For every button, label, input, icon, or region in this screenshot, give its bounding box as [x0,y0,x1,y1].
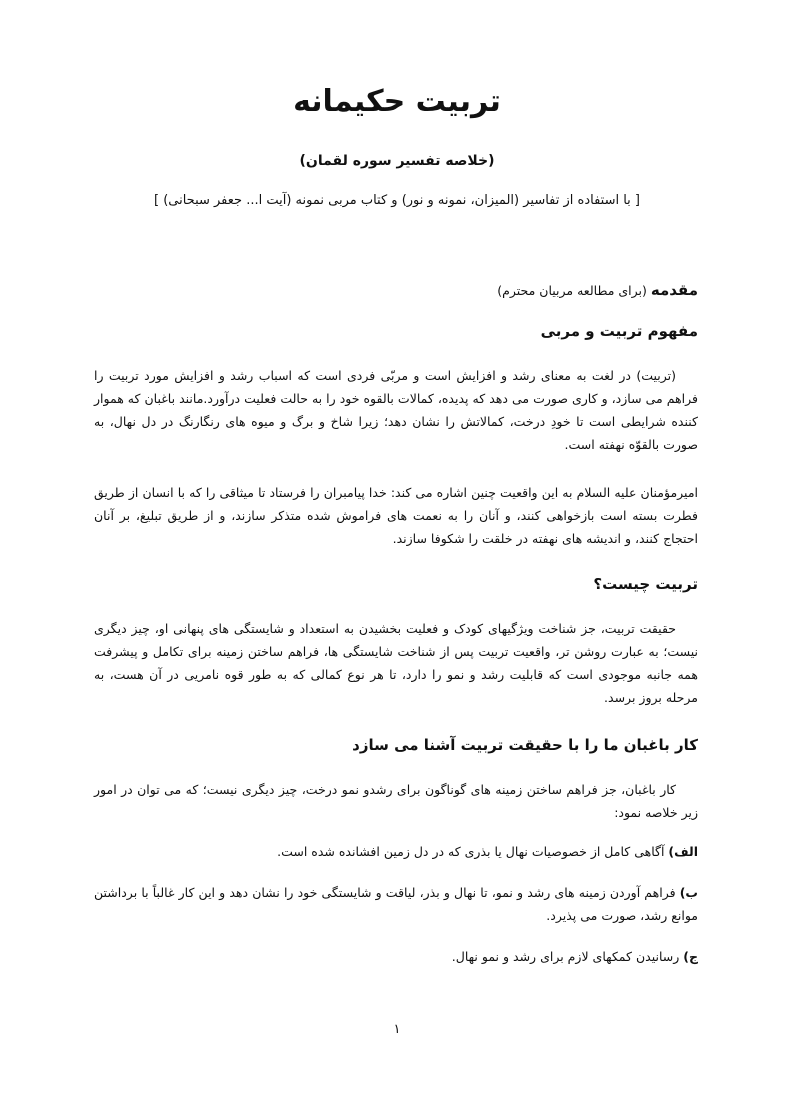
list-item-label: ب) [679,885,698,900]
list-item-label: ج) [683,949,698,964]
intro-line [497,281,698,299]
list-item [94,840,698,863]
page-subtitle: (خلاصه تفسیر سوره لقمان) [299,153,495,169]
section-heading-gardener: کار باغبان ما را با حقیقت تربیت آشنا می سازد [352,736,698,754]
paragraph-concept-2: امیرمؤمنان علیه السلام به این واقعیت چنین اشاره می کند: خدا پیامبران را فرستاد تا میثاقی را که با انسان از طریق فطرت بسته است بازخواهی کنند، و آنان را به نعمت های فراموش شده متذکر سازند، و از طریق تبلیغ، بر آنان احتجاج کنند، و اندیشه های نهفته در خلقت را شکوفا سازند. [94,485,698,546]
list-item-text: فراهم آوردن زمینه های رشد و نمو، تا نهال و بذر، لیاقت و شایستگی خود را نشان دهد و این کار غالباً با برداشتن موانع رشد، صورت می پذیرد. [94,885,698,923]
source-note: [ با استفاده از تفاسیر (المیزان، نمونه و نور) و کتاب مربی نمونه (آیت ا... جعفر سبحانی) ] [153,193,641,208]
paragraph-gardener-1: کار باغبان، جز فراهم ساختن زمینه های گوناگون برای رشدو نمو درخت، چیز دیگری نیست؛ که می توان در امور زیر خلاصه نمود: [94,782,698,820]
list-item-label: الف) [668,844,698,859]
list-item [94,945,698,968]
list-item [94,881,698,927]
section-heading-concept: مفهوم تربیت و مربی [540,322,698,340]
list-item-text: رسانیدن کمکهای لازم برای رشد و نمو نهال. [451,949,680,964]
intro-heading: مقدمه [650,281,698,299]
paragraph-what-is-1: حقیقت تربیت، جز شناخت ویژگیهای کودک و فعلیت بخشیدن به استعداد و شایستگی های پنهانی او، چیز دیگری نیست؛ به عبارت روشن تر، واقعیت تربیت پس از شناخت شایستگی ها، فراهم ساختن زمینه برای تکامل و پیشرفت همه جانبه موجودی است که قابلیت رشد و نمو را دارد، تا هر نوع کمالی که به طور قوه نامریی در آن هست، به مرحله بروز برسد. [94,621,698,705]
page-title: تربیت حکیمانه [293,84,501,119]
list-item-text: آگاهی کامل از خصوصیات نهال یا بذری که در دل زمین افشانده شده است. [277,844,665,859]
section-heading-what-is: تربیت چیست؟ [593,575,698,593]
paragraph-concept-1: (تربیت) در لغت به معنای رشد و افزایش است و مربّی فردی است که اسباب رشد و افزایش مورد تربیت را فراهم می سازد، و کاری صورت می دهد که پدیده، کمالات بالقوه خود را به حالت فعلیت درآورد.مانند باغبان که هموار کننده شرایطی است تا خودِ درخت، کمالاتش را نشان دهد؛ زیرا شاخ و برگ و میوه های رنگارنگ در دل نهال، به صورت بالقوّه نهفته است. [94,368,698,452]
page-number: ۱ [393,1022,401,1037]
intro-note: (برای مطالعه مربیان محترم) [497,283,647,298]
